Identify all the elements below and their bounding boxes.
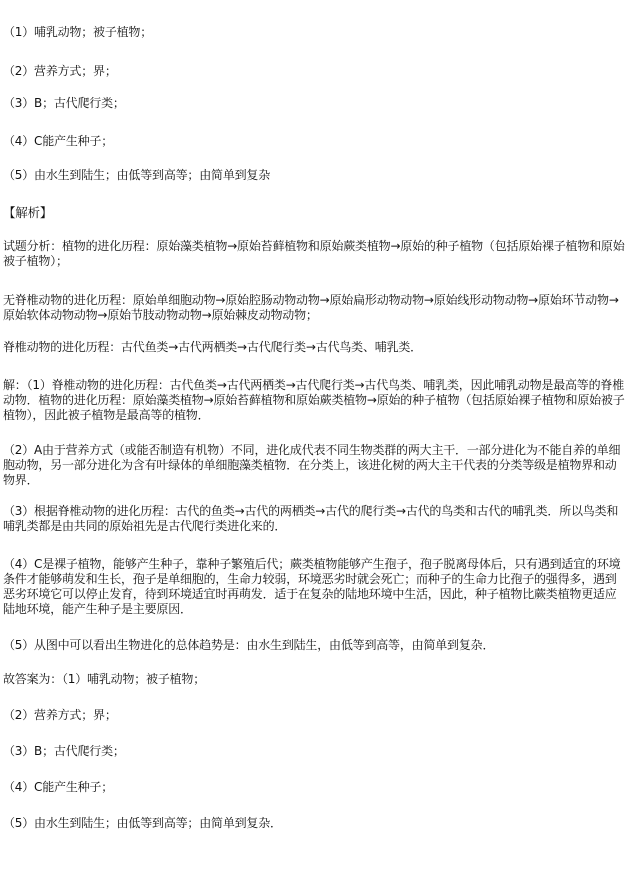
analysis-paragraph: （3）根据脊椎动物的进化历程：古代的鱼类→古代的两栖类→古代的爬行类→古代的鸟类和古代的哺乳类．所以鸟类和哺乳类都是由共同的原始祖先是古代爬行类进化来的．: [3, 504, 619, 533]
analysis-paragraph: 无脊椎动物的进化历程：原始单细胞动物→原始腔肠动物动物→原始扁形动物动物→原始线形动物动物→原始环节动物→原始软体动物动物→原始节肢动物动物→原始棘皮动物动物；: [3, 293, 619, 322]
analysis-paragraph: （5）从图中可以看出生物进化的总体趋势是：由水生到陆生，由低等到高等，由简单到复杂．: [3, 638, 495, 652]
analysis-heading: 【解析】: [3, 205, 53, 220]
analysis-paragraph: （4）C是裸子植物，能够产生种子，靠种子繁殖后代；蕨类植物能够产生孢子，孢子脱离母体后，只有遇到适宜的环境条件才能够萌发和生长，孢子是单细胞的，生命力较弱，环境恶劣时就会死亡；而种子的生命力比孢子的强得多，遇到恶劣环境它可以停止发育，待到环境适宜时再萌发．适于在复杂的陆地环境中生活，因此，种子植物比蕨类植物更适应陆地环境，能产生种子是主要原因．: [3, 557, 621, 616]
answer-line: （4）C能产生种子；: [3, 134, 114, 148]
analysis-paragraph: （2）A由于营养方式（或能否制造有机物）不同，进化成代表不同生物类群的两大主干．一部分进化为不能自养的单细胞动物，另一部分进化为含有叶绿体的单细胞藻类植物．在分类上，该进化树的两大主干代表的分类等级是植物界和动物界．: [3, 443, 621, 487]
answer-line: （2）营养方式；界；: [3, 64, 117, 78]
answer-line: （1）哺乳动物；被子植物；: [3, 25, 153, 39]
answer-line: （5）由水生到陆生；由低等到高等；由简单到复杂: [3, 168, 271, 182]
analysis-paragraph: 脊椎动物的进化历程：古代鱼类→古代两栖类→古代爬行类→古代鸟类、哺乳类．: [3, 340, 422, 354]
analysis-paragraph: 试题分析：植物的进化历程：原始藻类植物→原始苔藓植物和原始蕨类植物→原始的种子植物（包括原始裸子植物和原始被子植物）；: [3, 239, 625, 268]
answer-line: （4）C能产生种子；: [3, 780, 114, 794]
final-answer-line: 故答案为：（1）哺乳动物；被子植物；: [3, 672, 206, 686]
answer-line: （5）由水生到陆生；由低等到高等；由简单到复杂．: [3, 816, 282, 830]
answer-line: （2）营养方式；界；: [3, 708, 117, 722]
analysis-paragraph: 解：（1）脊椎动物的进化历程：古代鱼类→古代两栖类→古代爬行类→古代鸟类、哺乳类，因此哺乳动物是最高等的脊椎动物．植物的进化历程：原始藻类植物→原始苔藓植物和原始蕨类植物→原始的种子植物（包括原始裸子植物和原始被子植物），因此被子植物是最高等的植物．: [3, 378, 625, 422]
answer-line: （3）B；古代爬行类；: [3, 96, 125, 110]
answer-line: （3）B；古代爬行类；: [3, 744, 125, 758]
